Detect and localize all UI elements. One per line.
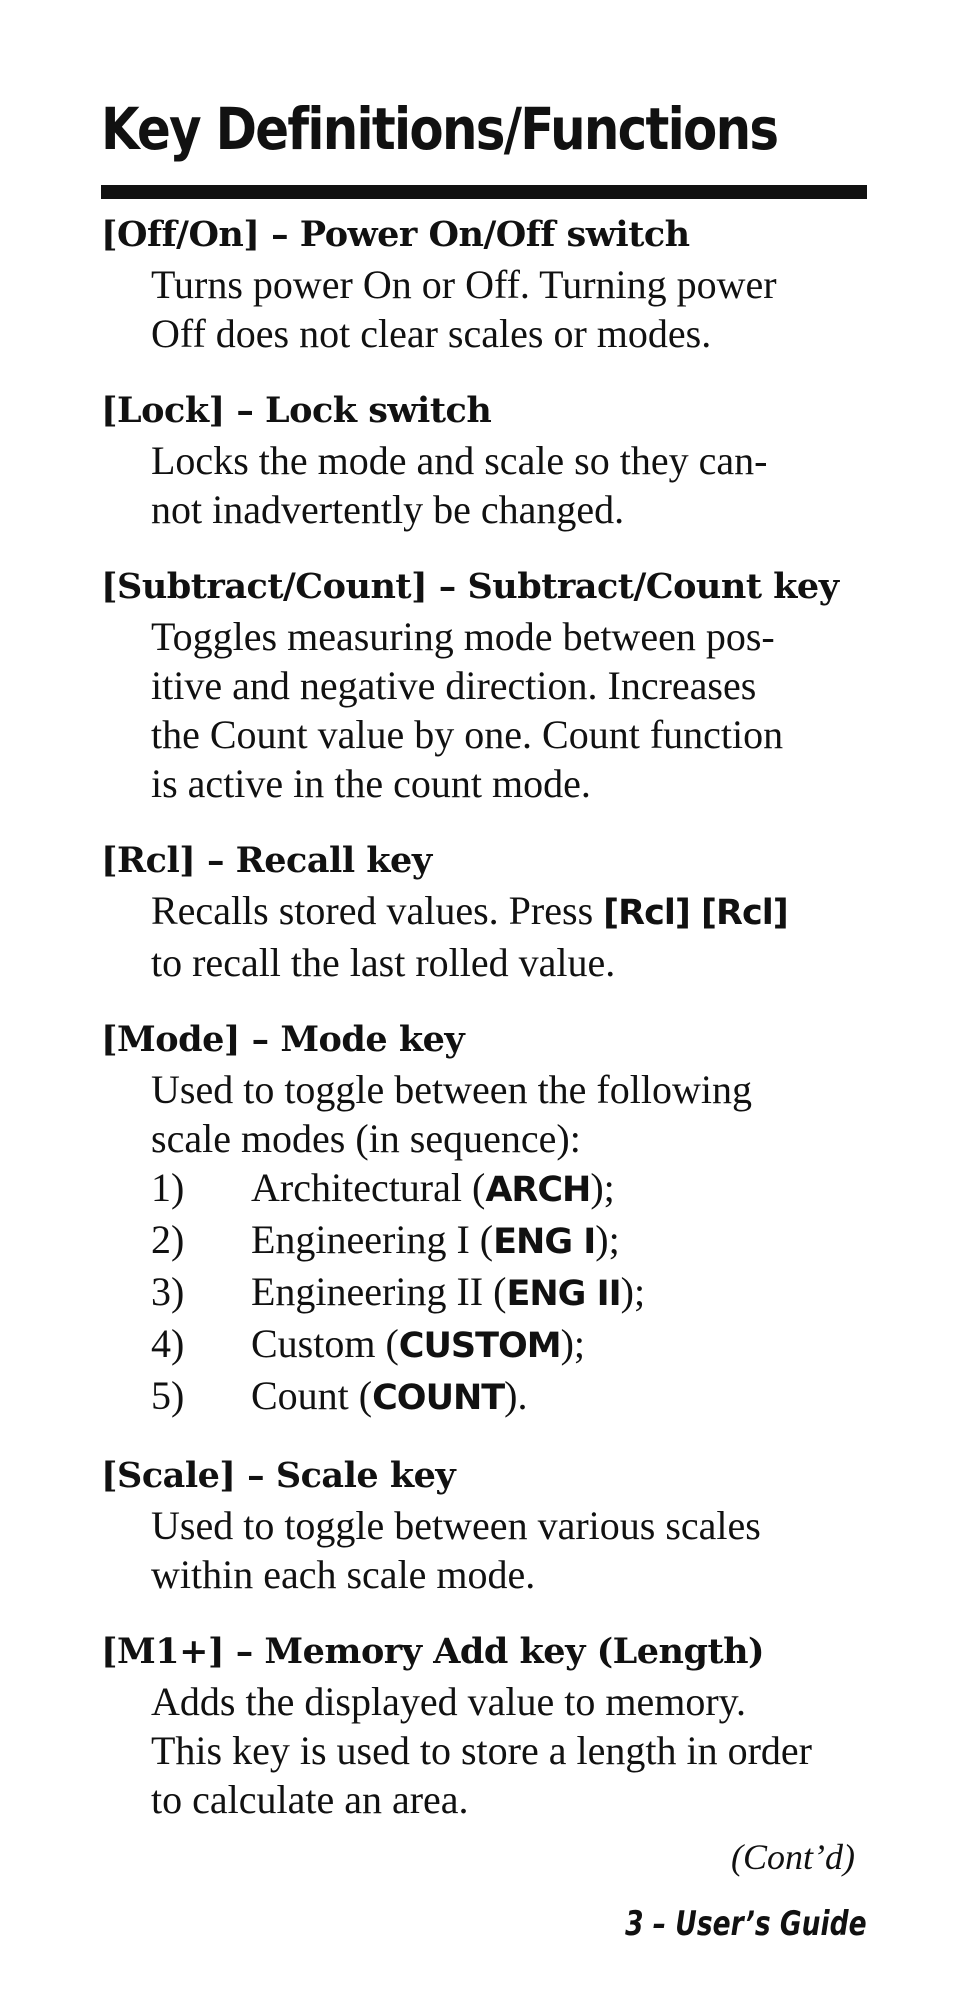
section-description <box>101 612 867 808</box>
list-number: 1) <box>151 1165 185 1210</box>
list-item <box>151 1267 867 1319</box>
mode-code: ENG II <box>506 1274 621 1314</box>
description-line: itive and negative direction. Increases <box>151 663 757 708</box>
section-description <box>101 886 867 987</box>
section-description <box>101 436 867 534</box>
description-line: Adds the displayed value to memory. <box>151 1679 747 1724</box>
section-heading: [Rcl] – Recall key <box>101 840 432 881</box>
description-text: Recalls stored values. Press <box>151 888 604 933</box>
description-line: the Count value by one. Count function <box>151 712 784 757</box>
mode-code: ENG I <box>493 1222 596 1262</box>
description-line: is active in the count mode. <box>151 761 591 806</box>
section-heading: [Lock] – Lock switch <box>101 390 492 431</box>
description-line: Off does not clear scales or modes. <box>151 311 712 356</box>
list-item <box>151 1215 867 1267</box>
section-mode <box>101 1015 867 1423</box>
list-item <box>151 1371 867 1423</box>
continued-note: (Cont’d) <box>731 1837 855 1877</box>
list-number: 3) <box>151 1269 185 1314</box>
mode-punct: ); <box>595 1217 620 1262</box>
section-scale <box>101 1451 867 1599</box>
description-line: not inadvertently be changed. <box>151 487 625 532</box>
section-heading: [Off/On] – Power On/Off switch <box>101 214 690 255</box>
section-heading: [M1+] – Memory Add key (Length) <box>101 1631 765 1672</box>
description-line: This key is used to store a length in order <box>151 1728 812 1773</box>
key-reference: [Rcl] [Rcl] <box>603 893 788 933</box>
section-subtract-count <box>101 562 867 808</box>
description-line: to calculate an area. <box>151 1777 469 1822</box>
mode-punct: ); <box>560 1321 586 1366</box>
list-number: 4) <box>151 1321 185 1366</box>
title-rule <box>101 185 867 199</box>
description-line <box>151 886 867 938</box>
section-heading: [Scale] – Scale key <box>101 1455 456 1496</box>
mode-name: Architectural ( <box>251 1165 486 1210</box>
mode-punct: ). <box>504 1373 528 1418</box>
page-title: Key Definitions/Functions <box>101 95 778 163</box>
description-line: Turns power On or Off. Turning power <box>151 262 777 307</box>
description-line: Toggles measuring mode between pos- <box>151 614 775 659</box>
mode-list <box>101 1163 867 1423</box>
section-description <box>101 1065 867 1163</box>
key-definitions-list <box>101 210 867 1852</box>
list-item <box>151 1163 867 1215</box>
list-number: 2) <box>151 1217 185 1262</box>
description-line: scale modes (in sequence): <box>151 1116 581 1161</box>
mode-name: Count ( <box>251 1373 373 1418</box>
section-description <box>101 1501 867 1599</box>
mode-punct: ); <box>590 1165 615 1210</box>
list-number: 5) <box>151 1373 185 1418</box>
section-description <box>101 260 867 358</box>
mode-name: Engineering II ( <box>251 1269 507 1314</box>
description-line: to recall the last rolled value. <box>151 940 616 985</box>
section-recall <box>101 836 867 987</box>
description-line: within each scale mode. <box>151 1552 536 1597</box>
page-footer: 3 – User’s Guide <box>625 1904 867 1944</box>
description-line: Used to toggle between the following <box>151 1067 752 1112</box>
mode-name: Custom ( <box>251 1321 399 1366</box>
mode-code: CUSTOM <box>398 1326 561 1366</box>
description-line: Used to toggle between various scales <box>151 1503 761 1548</box>
section-heading: [Mode] – Mode key <box>101 1019 465 1060</box>
description-line: Locks the mode and scale so they can- <box>151 438 768 483</box>
mode-name: Engineering I ( <box>251 1217 494 1262</box>
mode-code: COUNT <box>372 1378 505 1418</box>
section-heading: [Subtract/Count] – Subtract/Count key <box>101 566 839 607</box>
list-item <box>151 1319 867 1371</box>
section-off-on <box>101 210 867 358</box>
section-memory-add <box>101 1627 867 1824</box>
mode-punct: ); <box>620 1269 646 1314</box>
section-description <box>101 1677 867 1824</box>
mode-code: ARCH <box>485 1170 591 1210</box>
section-lock <box>101 386 867 534</box>
